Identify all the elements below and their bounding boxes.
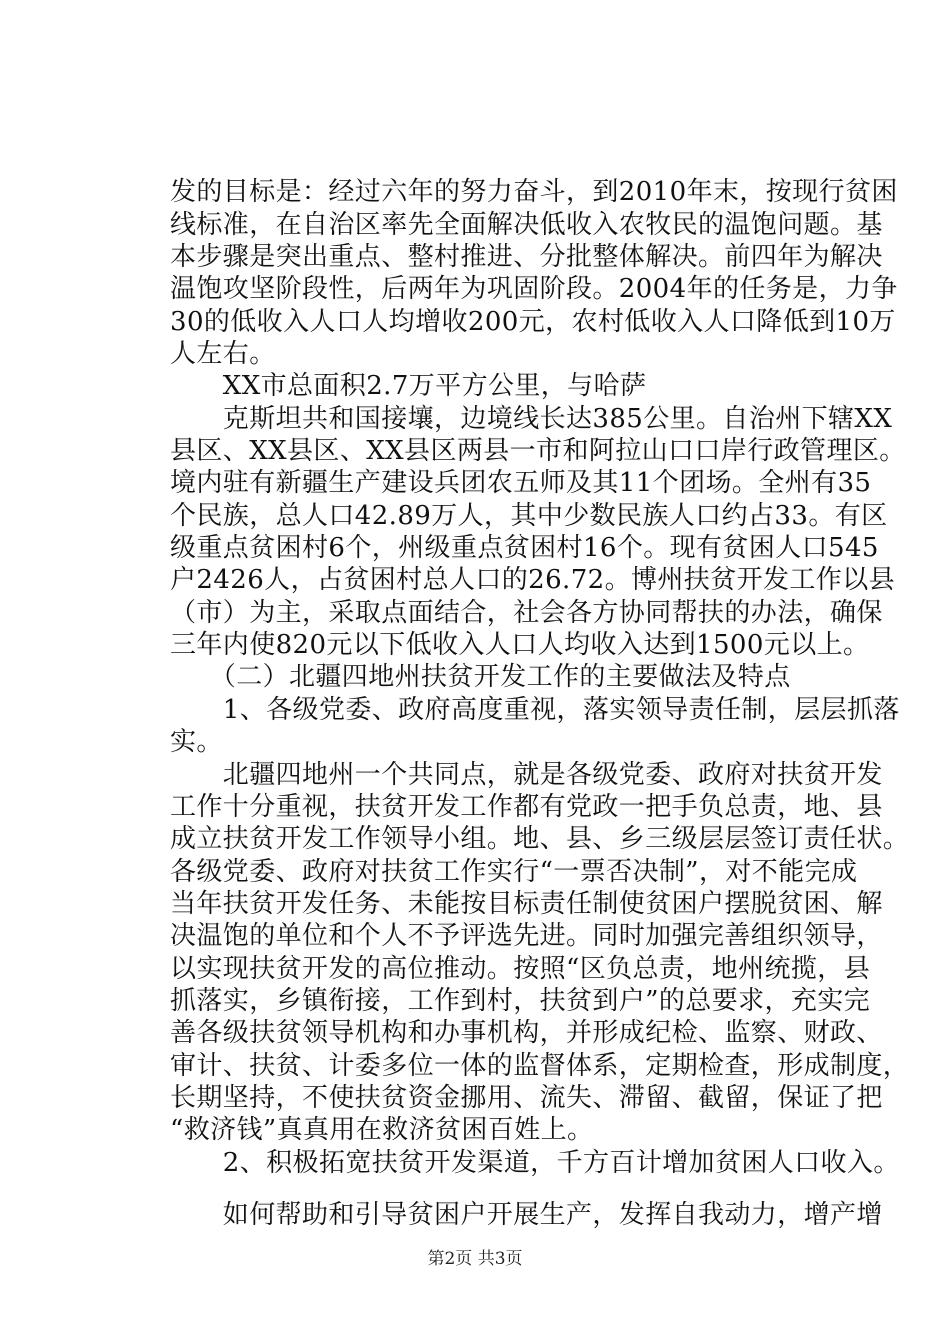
- text-line: 线标准，在自治区率先全面解决低收入农牧民的温饱问题。基: [170, 210, 883, 240]
- text-line: 各级党委、政府对扶贫工作实行“一票否决制”，对不能完成: [170, 857, 858, 887]
- text-line: 县区、XX县区、XX县区两县一市和阿拉山口口岸行政管理区。: [170, 436, 906, 466]
- text-line: 如何帮助和引导贫困户开展生产，发挥自我动力，增产增: [170, 1200, 883, 1230]
- text-line: 本步骤是突出重点、整村推进、分批整体解决。前四年为解决: [170, 242, 883, 272]
- text-line: 30的低收入人口人均增收200元，农村低收入人口降低到10万: [170, 307, 896, 337]
- text-line: 当年扶贫开发任务、未能按目标责任制使贫困户摆脱贫困、解: [170, 889, 883, 919]
- text-line: 个民族，总人口42.89万人，其中少数民族人口约占33。有区: [170, 501, 888, 531]
- section-heading: （二）北疆四地州扶贫开发工作的主要做法及特点: [170, 662, 791, 692]
- text-line: 成立扶贫开发工作领导小组。地、县、乡三级层层签订责任状。: [170, 824, 910, 854]
- text-line: 三年内使820元以下低收入人口人均收入达到1500元以上。: [170, 630, 870, 660]
- text-line: 北疆四地州一个共同点，就是各级党委、政府对扶贫开发: [170, 760, 883, 790]
- text-line: 工作十分重视，扶贫开发工作都有党政一把手负总责，地、县: [170, 792, 883, 822]
- text-line: 人左右。: [170, 339, 276, 369]
- text-line: 境内驻有新疆生产建设兵团农五师及其11个团场。全州有35: [170, 468, 872, 498]
- text-line: 决温饱的单位和个人不予评选先进。同时加强完善组织领导，: [170, 921, 883, 951]
- text-line: 审计、扶贫、计委多位一体的监督体系，定期检查，形成制度，: [170, 1051, 910, 1081]
- text-line: 级重点贫困村6个，州级重点贫困村16个。现有贫困人口545: [170, 533, 879, 563]
- text-line: XX市总面积2.7万平方公里，与哈萨: [170, 371, 647, 401]
- text-line: 克斯坦共和国接壤，边境线长达385公里。自治州下辖XX: [170, 404, 893, 434]
- page-number-footer: 第2页 共3页: [427, 1249, 523, 1269]
- text-line: 温饱攻坚阶段性，后两年为巩固阶段。2004年的任务是，力争: [170, 274, 898, 304]
- text-line: 户2426人，占贫困村总人口的26.72。博州扶贫开发工作以县: [170, 565, 896, 595]
- subsection-heading: 1、各级党委、政府高度重视，落实领导责任制，层层抓落: [170, 695, 900, 725]
- subsection-heading: 2、积极拓宽扶贫开发渠道，千方百计增加贫困人口收入。: [170, 1148, 900, 1178]
- text-line: 长期坚持，不使扶贫资金挪用、流失、滞留、截留，保证了把: [170, 1083, 883, 1113]
- text-line: “救济钱”真真用在救济贫困百姓上。: [170, 1115, 594, 1145]
- text-line: 抓落实，乡镇衔接，工作到村，扶贫到户”的总要求，充实完: [170, 986, 871, 1016]
- subsection-heading: 实。: [170, 727, 223, 757]
- text-line: 善各级扶贫领导机构和办事机构，并形成纪检、监察、财政、: [170, 1018, 883, 1048]
- text-line: （市）为主，采取点面结合，社会各方协同帮扶的办法，确保: [170, 598, 883, 628]
- text-line: 以实现扶贫开发的高位推动。按照“区负总责，地州统揽，县: [170, 954, 871, 984]
- text-line: 发的目标是：经过六年的努力奋斗，到2010年末，按现行贫困: [170, 177, 898, 207]
